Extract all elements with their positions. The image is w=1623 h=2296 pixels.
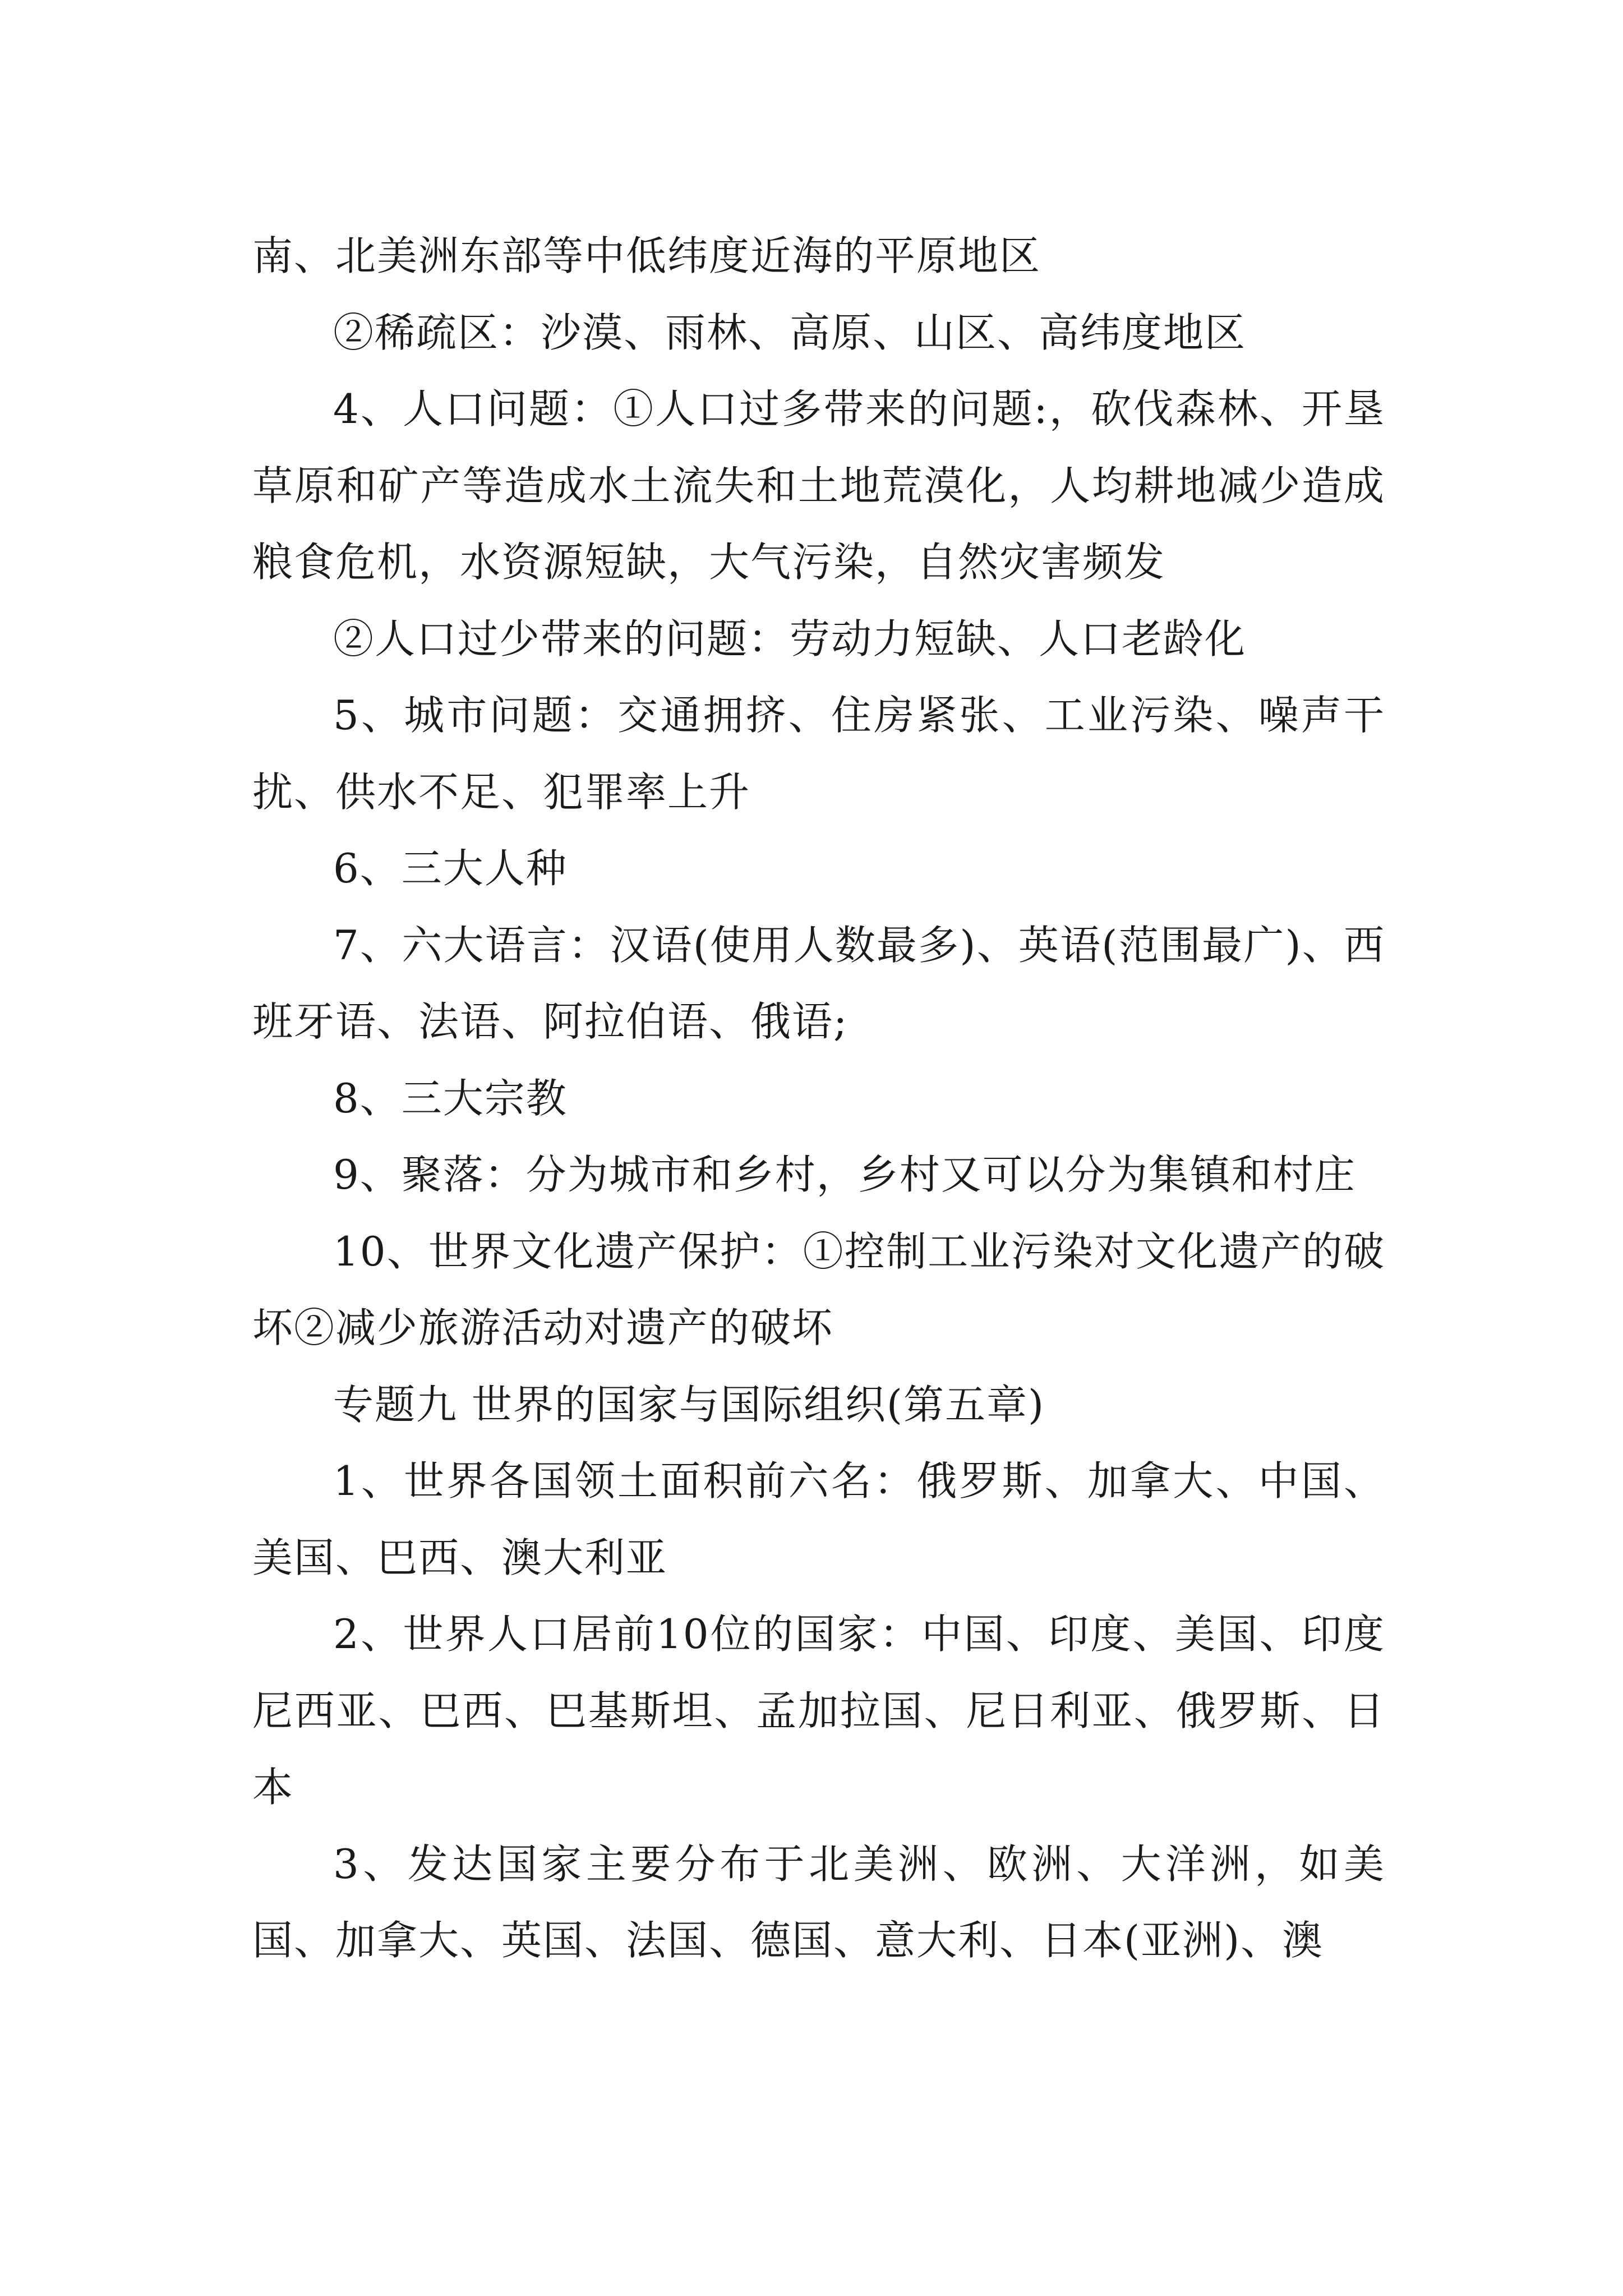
paragraph-population-ranking: 2、世界人口居前10位的国家：中国、印度、美国、印度尼西亚、巴西、巴基斯坦、孟加拉国、尼日利亚、俄罗斯、日本	[252, 1611, 1385, 1811]
paragraph-urban-problems: 5、城市问题：交通拥挤、住房紧张、工业污染、噪声干扰、供水不足、犯罪率上升	[252, 692, 1385, 816]
paragraph-settlements: 9、聚落：分为城市和乡村，乡村又可以分为集镇和村庄	[333, 1151, 1356, 1198]
paragraph-population-problems: 4、人口问题：①人口过多带来的问题:，砍伐森林、开垦草原和矿产等造成水土流失和土地荒漠化，人均耕地减少造成粮食危机，水资源短缺，大气污染，自然灾害频发	[252, 385, 1385, 586]
document-body	[252, 218, 1385, 1979]
paragraph-heritage-protection: 10、世界文化遗产保护：①控制工业污染对文化遗产的破坏②减少旅游活动对遗产的破坏	[252, 1227, 1385, 1351]
paragraph-three-races: 6、三大人种	[333, 845, 568, 892]
section-heading-topic-nine: 专题九 世界的国家与国际组织(第五章)	[333, 1381, 1045, 1428]
paragraph-land-area-ranking: 1、世界各国领土面积前六名：俄罗斯、加拿大、中国、美国、巴西、澳大利亚	[252, 1457, 1385, 1581]
paragraph-continued: 南、北美洲东部等中低纬度近海的平原地区	[252, 232, 1041, 279]
paragraph-developed-countries: 3、发达国家主要分布于北美洲、欧洲、大洋洲，如美国、加拿大、英国、法国、德国、意大利、日本(亚洲)、澳	[252, 1840, 1385, 1964]
paragraph-three-religions: 8、三大宗教	[333, 1074, 568, 1122]
paragraph-sparse-areas: ②稀疏区：沙漠、雨林、高原、山区、高纬度地区	[333, 309, 1247, 356]
paragraph-population-too-few: ②人口过少带来的问题：劳动力短缺、人口老龄化	[333, 615, 1247, 662]
paragraph-six-languages: 7、六大语言：汉语(使用人数最多)、英语(范围最广)、西班牙语、法语、阿拉伯语、俄语;	[252, 921, 1385, 1045]
